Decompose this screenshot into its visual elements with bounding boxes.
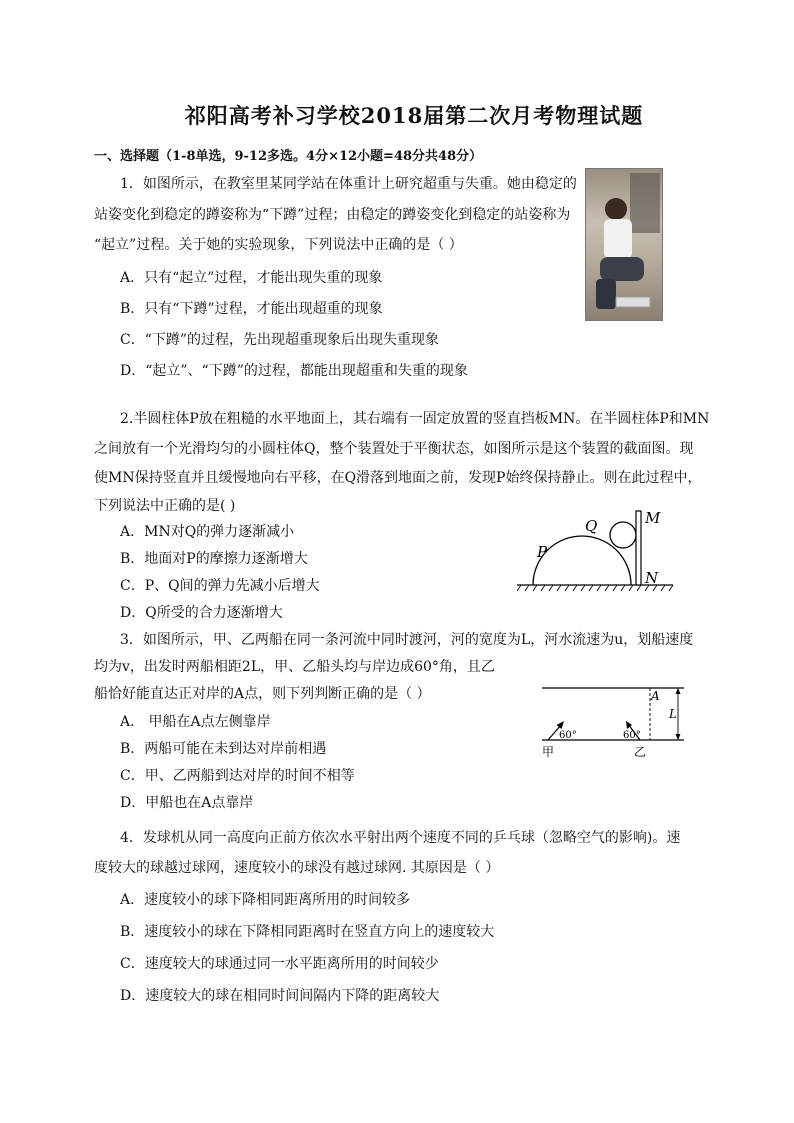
q2-option-c: C．P、Q间的弹力先减小后增大: [120, 578, 320, 594]
cylinder-q: [610, 522, 636, 548]
label-boat-jia: 甲: [542, 745, 555, 759]
q1-option-d: D．“起立”、“下蹲”的过程，都能出现超重和失重的现象: [120, 363, 468, 379]
q2-option-b: B．地面对P的摩擦力逐渐增大: [120, 551, 308, 567]
q4-line-2: 度较大的球越过球网，速度较小的球没有越过球网. 其原因是（ ）: [94, 860, 500, 876]
label-p: P: [537, 543, 548, 561]
q1-line-1: 1．如图所示，在教室里某同学站在体重计上研究超重与失重。她由稳定的: [120, 176, 577, 192]
section-heading: 一、选择题（1-8单选，9-12多选。4分×12小题=48分共48分）: [94, 149, 483, 164]
q3-option-a: A． 甲船在A点左侧靠岸: [120, 714, 271, 730]
q2-figure: [515, 505, 675, 595]
label-m: M: [645, 509, 661, 527]
page-title: 祁阳高考补习学校2018届第二次月考物理试题: [184, 103, 644, 128]
q4-option-b: B．速度较小的球在下降相同距离时在竖直方向上的速度较大: [120, 924, 495, 940]
q2-line-4: 下列说法中正确的是( ): [94, 498, 236, 514]
q3-line-2: 均为v，出发时两船相距2L，甲、乙船头均与岸边成60°角，且乙: [94, 659, 495, 675]
label-q: Q: [585, 517, 598, 535]
q3-line-1: 3．如图所示，甲、乙两船在同一条河流中同时渡河，河的宽度为L，河水流速为u，划船速度: [120, 632, 694, 648]
q3-line-3: 船恰好能直达正对岸的A点，则下列判断正确的是（ ）: [94, 686, 431, 702]
q4-line-1: 4．发球机从同一高度向正前方依次水平射出两个速度不同的乒乓球（忽略空气的影响)。速: [120, 830, 681, 846]
q2-line-1: 2.半圆柱体P放在粗糙的水平地面上，其右端有一固定放置的竖直挡板MN。在半圆柱体P和MN: [120, 411, 710, 427]
q3-option-c: C．甲、乙两船到达对岸的时间不相等: [120, 768, 355, 784]
q3-figure: [538, 680, 688, 760]
q1-option-b: B．只有“下蹲”过程，才能出现超重的现象: [120, 301, 383, 317]
q4-option-c: C．速度较大的球通过同一水平距离所用的时间较少: [120, 956, 439, 972]
angle-left: 60°: [559, 730, 577, 741]
q1-line-3: “起立”过程。关于她的实验现象，下列说法中正确的是（ ）: [94, 237, 463, 253]
board-mn: [636, 511, 641, 585]
q1-photo: [585, 168, 663, 321]
semicylinder-p: [533, 536, 631, 585]
q4-option-a: A．速度较小的球下降相同距离所用的时间较多: [120, 892, 411, 908]
angle-right: 60°: [623, 730, 641, 741]
q3-option-b: B．两船可能在未到达对岸前相遇: [120, 741, 327, 757]
q4-option-d: D．速度较大的球在相同时间间隔内下降的距离较大: [120, 988, 440, 1004]
q1-option-a: A．只有“起立”过程，才能出现失重的现象: [120, 270, 383, 286]
label-n: N: [645, 569, 659, 587]
q2-line-3: 使MN保持竖直并且缓慢地向右平移，在Q滑落到地面之前，发现P始终保持静止。则在此过程中，: [94, 470, 702, 486]
q2-option-a: A．MN对Q的弹力逐渐减小: [120, 524, 295, 540]
label-a: A: [651, 689, 660, 703]
label-boat-yi: 乙: [634, 745, 647, 759]
q1-option-c: C．“下蹲”的过程，先出现超重现象后出现失重现象: [120, 332, 440, 348]
q2-option-d: D．Q所受的合力逐渐增大: [120, 605, 283, 621]
q3-option-d: D．甲船也在A点靠岸: [120, 795, 254, 811]
q2-line-2: 之间放有一个光滑均匀的小圆柱体Q，整个装置处于平衡状态，如图所示是这个装置的截面图。现: [94, 441, 694, 457]
student-figure-icon: [586, 169, 662, 320]
label-l: L: [669, 707, 677, 721]
q1-line-2: 站姿变化到稳定的蹲姿称为“下蹲”过程；由稳定的蹲姿变化到稳定的站姿称为: [94, 207, 571, 223]
